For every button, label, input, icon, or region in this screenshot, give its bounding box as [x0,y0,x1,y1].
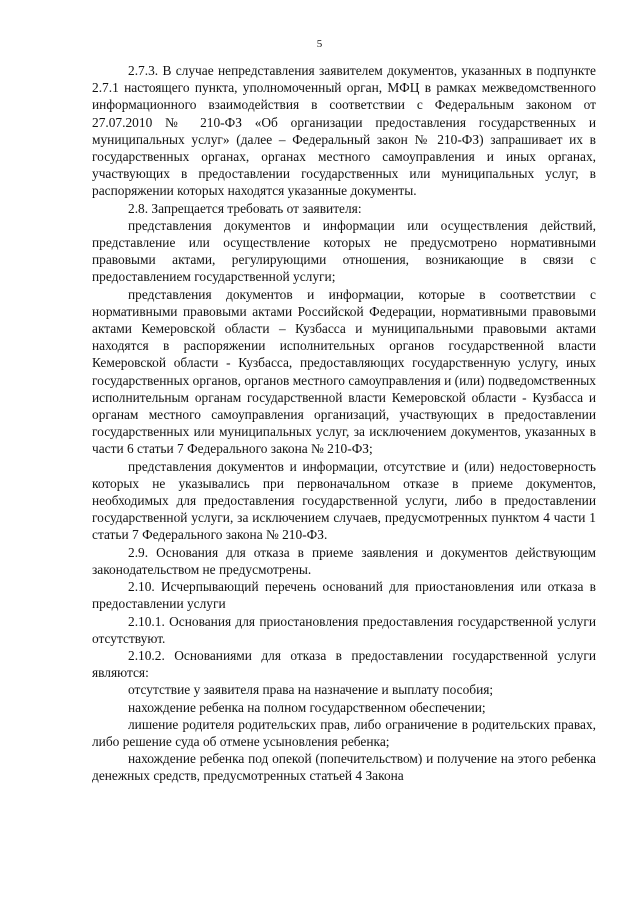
paragraph-2-7-3: 2.7.3. В случае непредставления заявителем документов, указанных в подпункте 2.7.1 настоящего пункта, уполномоченный орган, МФЦ в рамках межведомственного информационного взаимодействия в соответствии с Федеральным законом от 27.07.2010 № 210-ФЗ «Об организации предоставления государственных и муниципальных услуг» (далее – Федеральный закон № 210-ФЗ) запрашивает их в государственных органах, органах местного самоуправления и иных органах, участвующих в предоставлении государственных или муниципальных услуг, в распоряжении которых находятся указанные документы. [92,63,596,199]
list-item: нахождение ребенка на полном государственном обеспечении; [128,699,486,715]
list-item: лишение родителя родительских прав, либо ограничение в родительских правах, либо решение суда об отмене усыновления ребенка; [92,716,596,749]
page-number: 5 [316,38,323,50]
paragraph-2-8: 2.8. Запрещается требовать от заявителя: [128,200,362,216]
paragraph-2-10: 2.10. Исчерпывающий перечень оснований для приостановления или отказа в предоставлении услуги [92,579,596,612]
list-item: отсутствие у заявителя права на назначение и выплату пособия; [128,682,494,698]
paragraph-2-9: 2.9. Основания для отказа в приеме заявления и документов действующим законодательством не предусмотрены. [92,544,596,577]
list-item: представления документов и информации, которые в соответствии с нормативными правовыми актами Российской Федерации, нормативными правовыми актами Кемеровской области – Кузбасса и муниципальными правовыми актами находятся в распоряжении исполнительных органов государственной власти Кемеровской области - Кузбасса, предоставляющих государственную услугу, иных государственных органов, органов местного самоуправления и (или) подведомственных исполнительным органам государственной власти Кемеровской области - Кузбасса и органам местного самоуправления организаций, участвующих в предоставлении государственных или муниципальных услуг, за исключением документов, указанных в части 6 статьи 7 Федерального закона № 210-ФЗ; [92,286,596,457]
list-item: представления документов и информации, отсутствие и (или) недостоверность которых не указывались при первоначальном отказе в приеме документов, необходимых для предоставления государственной услуги, либо в предоставлении государственной услуги, за исключением случаев, предусмотренных пунктом 4 части 1 статьи 7 Федерального закона № 210-ФЗ. [92,458,596,543]
list-item: нахождение ребенка под опекой (попечительством) и получение на этого ребенка денежных средств, предусмотренных статьей 4 Закона [92,751,596,784]
document-body [92,62,596,785]
list-item: представления документов и информации или осуществления действий, представление или осуществление которых не предусмотрено нормативными правовыми актами, регулирующими отношения, возникающие в связи с предоставлением государственной услуги; [92,217,596,285]
paragraph-2-10-2: 2.10.2. Основаниями для отказа в предоставлении государственной услуги являются: [92,647,596,681]
paragraph-2-10-1: 2.10.1. Основания для приостановления предоставления государственной услуги отсутствуют. [92,613,596,646]
